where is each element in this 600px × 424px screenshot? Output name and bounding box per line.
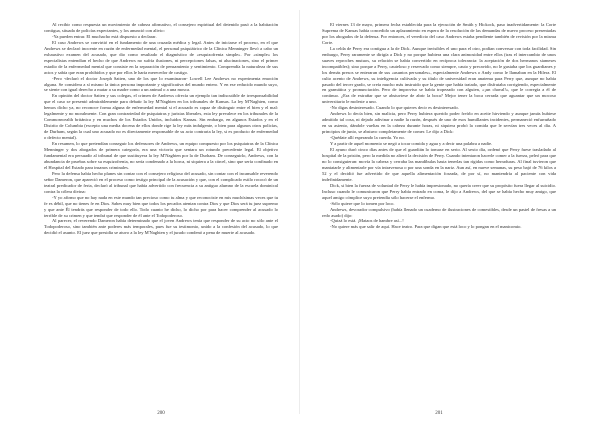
body-paragraph: -No digas desinteresado. Cuando lo que quieres decir es desinteresado.: [330, 105, 459, 111]
body-paragraph: -No quiere más que salir de aquí. Hace teatro. Para que digan que está loco y lo pongan en el manicomio.: [330, 224, 522, 230]
body-paragraph: El viernes 13 de mayo, primera fecha establecida para la ejecución de Smith y Hickock, paso inadvertidamente: la Corte Suprema de Kansas había concedido un aplazamiento en espera de la resolución de las demandas de nuevo proceso presentadas por los abogados de la defensa. Por entonces, el veredicto del caso Andrews estaba pendiente también de revisión por la misma Corte.: [322, 22, 556, 45]
body-paragraph: -Sólo quiere que lo tomen por loco.: [330, 200, 395, 206]
body-paragraph: En opinión del doctor Satten y sus colegas, el crimen de Andrews ofrecía un ejemplo tan indiscutible de irresponsabilidad que el caso se presentó admirablemente para debatir la ley M'Naghten en los tribunales de Kansas. La ley M'Naghten, como hemos dicho ya, no reconoce forma alguna de enfermedad mental si el acusado es capaz de distinguir entre el bien y el mal: legalmente y no moralmente. Con gran contrariedad de psiquiatras y juristas liberales, esta ley prevalece en los tribunales de la Commonwealth británica y en muchos de los Estados Unidos, incluidos Kansas. Sin embargo, en algunos Estados y en el Distrito de Columbia (excepto una media docena de ellos donde rige la ley más indulgente, o bien para algunos otros policías, de Durham, según la cual uno acusado no es directamente responsable de su acto contraria la ley, si es producto de enfermedad o defecto mental).: [44, 93, 278, 141]
body-paragraph: Andrews lo decía bien, sin malicia, pero Perry hubiera querido poder freírlo en aceite hirviendo y aunque jamás hubiese admitido tal cosa, ni dejado adivinar a nadie la razón, después de uno de esos humillantes incidentes, permaneció enfurruñado en su asiento, dándole vueltas en la cabeza durante horas, ni siquiera probó la comida que le servían tres veces al día. A principios de junio, se abstuvo completamente de comer. Le dijo a Dick:: [322, 111, 556, 135]
body-paragraph: -Quédate allí esperando la cuerda. Yo no.: [330, 135, 405, 141]
left-page: [44, 22, 278, 408]
body-paragraph: -Quizá lo está. ¡Mataos de hambre así...!: [330, 218, 404, 224]
body-paragraph: -Pero -declaró el doctor Joseph Satten, uno de los que lo examinaron- Lowell Lee Andrews no experimenta emoción alguna. Se considera a sí mismo la única persona importante y significativa del mundo entero. Y en ese reducido mundo suyo, se siente con igual derecho a matar a su madre como a un animal o a una mosca.: [44, 75, 278, 93]
right-page: [322, 22, 556, 408]
body-paragraph: Pero la defensa había hecho planes sin contar con el consejero religioso del acusado, sin contar con el incansable reverendo señor Dameron, que apareció en el proceso como testigo principal de la acusación y que, con el complicado estilo rococó de un teatral predicador de feria, declaró al tribunal que había advertido con frecuencia a su antiguo alumno de la escuela dominical contra la cólera divina:: [44, 170, 278, 194]
body-paragraph: El ayuno duró cinco días antes de que el guardián lo tomase en serio. Al sexto día, ordenó que Perry fuese trasladado al hospital de la prisión, pero la medida no alteró la decisión de Perry. Cuando intentaron hacerle comer a la fuerza, peleó para que no lo consiguieran: movía la cabeza y cerraba las mandíbulas hasta tenerlas tan rígidas como herraduras. Al final tuvieron que maniatarle y alimentarle por vía intravenosa o por una sonda en la nariz. Aun así, en nueve semanas, su peso bajó de 76 kilos a 52 y el decidió fue advertido de que aquella alimentación forzada, de por sí, no mantendría al paciente con vida indefinidamente.: [322, 147, 556, 182]
body-paragraph: El caso Andrews se convirtió en el fundamento de una cruzada médica y legal. Antes de iniciarse el proceso, en el que Andrews se declaró inocente en razón de enfermedad mental, el personal psiquiátrico de la Clínica Menninger llevó a cabo un exhaustivo examen del acusado, que dio como resultado el diagnóstico de «esquizofrenia simple». Por «simple» los especialistas entendían el hecho de que Andrews no sufría ilusiones, ni percepciones falsas, ni alucinaciones, sino el primer estadio de la enfermedad mental que consiste en la separación de pensamiento y sentimiento. Comprendía la naturaleza de sus actos y sabía que eran prohibidos y que por ellos le haría merecedor de castigo.: [44, 39, 278, 75]
left-page-number: 200: [157, 411, 165, 416]
body-paragraph: La celda de Perry era contigua a la de Dick. Aunque invisibles el uno para el otro, podían conversar con toda facilidad. Sin embargo, Perry raramente se dirigía a Dick y no porque hubiera una clara animosidad entre ellos (tras el intercambio de unos suaves reproches mutuos, su relación se había convertido en recíproca tolerancia: la aceptación de dos hermanos siameses incompatibles); sino porque a Perry, cauteloso y reservado como siempre, cauto y precavido, no le gustaba que los guardianes y los demás presos se enteraran de sus «asuntos personales», especialmente Andrews o Andy como le llamaban en la Hilera. El culto acento de Andrews, su inteligencia cultivada y su título de universidad eran anatema para Perry que, aunque no había pasado del tercer grado, se creía mucho más instruido que la gente que había tratado, que disfrutaba corrigiendo, especialmente en gramática y pronunciación. Pero de improviso se había tropezado con alguien, «¡un chaval!», que le corregía a él de continuo. ¿Era de extrañar que se abstuviese de abrir la boca? Mejor tener la boca cerrada que aguantar que un mocoso universitario le moleste a uno.: [322, 45, 556, 105]
body-paragraph: -Ya pueden entrar. El muchacho está dispuesto a declarar.: [52, 33, 157, 39]
body-paragraph: Al parecer, el reverendo Dameron había determinado que el joven Andrews tenía que responder de su acto no sólo ante el Todopoderoso, sino también ante poderes más temporales, pues fue su testimonio, unido a la confesión del acusado, lo que decidió el asunto. El juez que presidía se atuvo a la ley M'Naghten y el jurado condenó a pena de muerte al acusado.: [44, 218, 278, 236]
body-paragraph: Al recibir como respuesta un movimiento de cabeza afirmativo, el consejero espiritual del detenido pasó a la habitación contigua, situada de policías expectantes, y los anunció con alivio:: [44, 22, 278, 33]
body-paragraph: Dick, si bien la fuerza de voluntad de Perry le había impresionado, no quería creer que su propósito fuera llegar al suicidio. Incluso cuando le comunicaron que Perry había entrado en coma, le dijo a Andrews, del que se había hecho muy amigo, que aquel amigo cómplice suyo pretendía sólo hacerse el enfermo.: [322, 182, 556, 200]
body-paragraph: Andrews, devorador compulsivo (había llenado un cuaderno de ilustraciones de comestibles, desde un pastel de fresas a un redo asado) dijo:: [322, 206, 556, 218]
body-paragraph: Y a partir de aquel momento se negó a tocar comida y agua y a decir una palabra a nadie.: [330, 141, 493, 147]
right-page-number: 201: [435, 411, 443, 416]
page-gutter: [299, 10, 300, 414]
body-paragraph: -Y yo afirmo que no hay nada en este mundo tan precioso como tu alma y que reconociste en mis muchísimas veces que tu fe es débil, que no tienes fe en Dios. Sabes muy bien que todos los pecados atentan contra Dios y que Dios será tu juez supremo y que ante Él tendrás que responder de todo ello. Todo cuanto he dicho, lo dicho por para hacer comprender al acusado lo terrible de su crimen y que tendrá que responder de él ante el Todopoderoso.: [44, 194, 278, 218]
body-paragraph: En resumen, lo que pretendían conseguir los defensores de Andrews, un equipo compuesto por los psiquiatras de la Clínica Menninger y dos abogados de primera categoría, era una victoria que sentara un rotundo precedente legal. El objetivo fundamental era persuadir al tribunal de que sustituyera la ley M'Naghten por la de Durham. De conseguirlo, Andrews, con la abundancia de pruebas sobre su esquizofrenia, no sería condenado a la horca, ni siquiera a la cárcel, sino que sería confinado en el Hospital del Estado para insanos criminales.: [44, 141, 278, 170]
